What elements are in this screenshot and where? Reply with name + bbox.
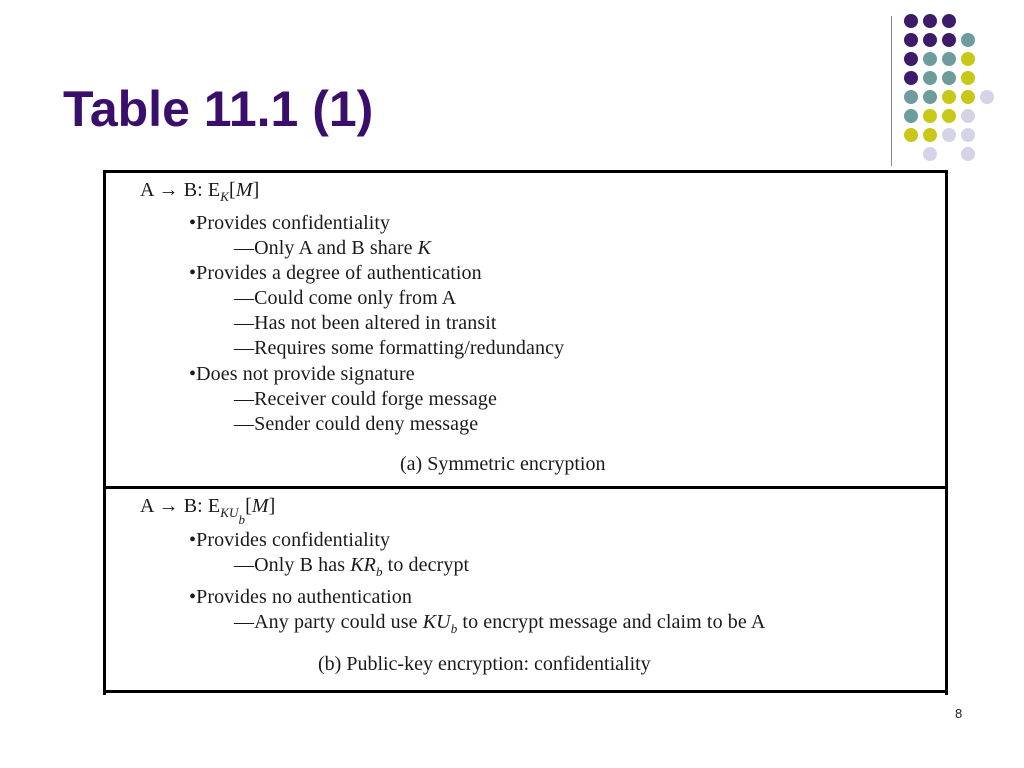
decorative-dot: [961, 128, 975, 142]
decorative-dot: [942, 109, 956, 123]
decorative-dot: [923, 52, 937, 66]
decorative-dot: [923, 71, 937, 85]
bullet-authentication: •Provides a degree of authentication: [189, 262, 482, 284]
bullet-confidentiality: •Provides confidentiality: [189, 212, 391, 234]
decorative-dot: [961, 147, 975, 161]
decorative-dot: [904, 109, 918, 123]
decorative-dot: [904, 128, 918, 142]
decorative-dot: [961, 109, 975, 123]
section-b-header: A → B: $E_{KUb}[M]$: [140, 495, 276, 527]
decorative-dot: [961, 33, 975, 47]
decorative-dot: [904, 33, 918, 47]
decorative-dot: [923, 14, 937, 28]
bullet-no-signature: •Does not provide signature: [189, 363, 415, 385]
sub-bullet-receiver-forge: —Receiver could forge message: [234, 388, 497, 410]
bullet-no-authentication: •Provides no authentication: [189, 586, 412, 608]
sub-bullet-any-party: —Any party could use $KU_b$ to encrypt message and claim to be A: [234, 611, 766, 636]
decorative-dot: [961, 71, 975, 85]
decorative-dot: [942, 128, 956, 142]
sub-bullet-redundancy: —Requires some formatting/redundancy: [234, 337, 565, 359]
decorative-dot: [923, 128, 937, 142]
public-key-confidentiality-section: [106, 489, 945, 694]
decorative-dot: [942, 52, 956, 66]
section-a-header: A → B: $E_K[M]$: [140, 179, 260, 204]
decorative-dot: [942, 14, 956, 28]
slide-title: Table 11.1 (1): [63, 81, 374, 137]
section-a-caption: (a) Symmetric encryption: [400, 453, 606, 475]
decorative-dot: [904, 90, 918, 104]
sub-bullet-decrypt: —Only B has $KR_b$ to decrypt: [234, 554, 470, 579]
decorative-dot: [942, 71, 956, 85]
decorative-dot: [904, 14, 918, 28]
symmetric-encryption-section: [106, 173, 945, 486]
sub-bullet-not-altered: —Has not been altered in transit: [234, 312, 497, 334]
decorative-dot: [961, 90, 975, 104]
decorative-dot: [923, 109, 937, 123]
decorative-dot: [942, 33, 956, 47]
page-number: 8: [955, 706, 963, 721]
sub-bullet-sender-deny: —Sender could deny message: [234, 413, 479, 435]
table-bottom-rule: [103, 690, 948, 693]
decorative-dot: [980, 90, 994, 104]
bullet-confidentiality-b: •Provides confidentiality: [189, 529, 391, 551]
decorative-dot: [923, 147, 937, 161]
decorative-dot: [942, 90, 956, 104]
sub-bullet-origin: —Could come only from A: [234, 287, 457, 309]
decorative-dot: [923, 33, 937, 47]
decorative-dot-grid: [904, 14, 1014, 164]
title-divider-line: [891, 16, 892, 166]
section-b-caption: (b) Public-key encryption: confidentiality: [318, 653, 651, 675]
decorative-dot: [961, 52, 975, 66]
decorative-dot: [923, 90, 937, 104]
sub-bullet-share-k: —Only A and B share K: [234, 237, 432, 259]
decorative-dot: [904, 52, 918, 66]
table-image: [103, 170, 948, 695]
decorative-dot: [904, 71, 918, 85]
